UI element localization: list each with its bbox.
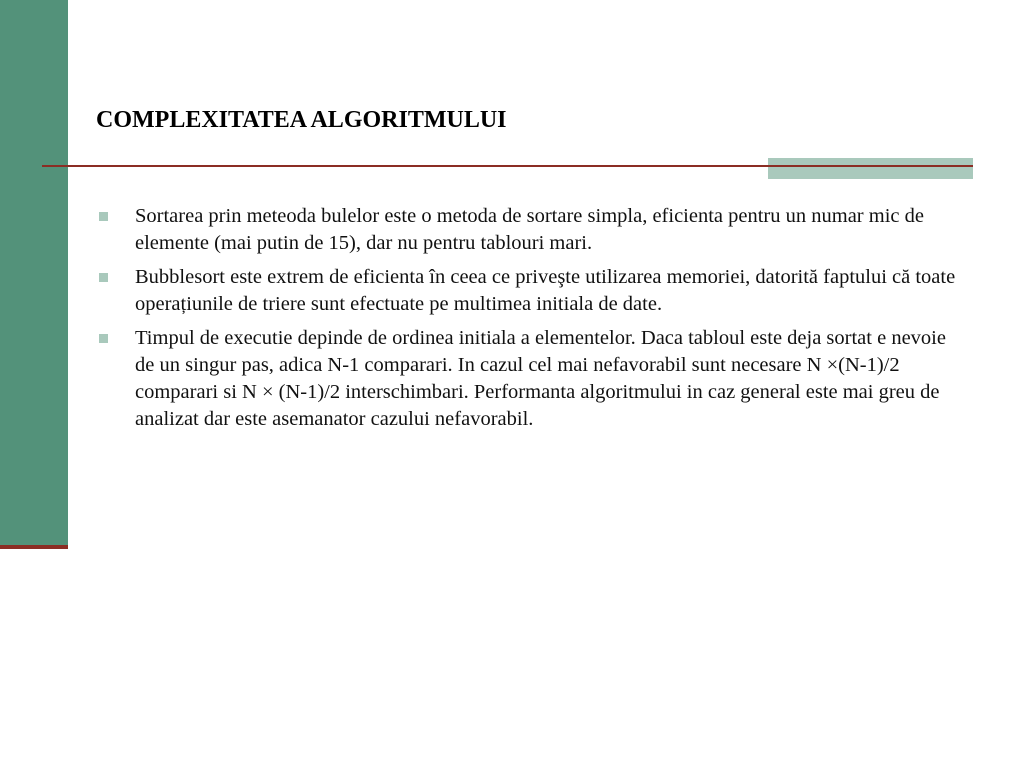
square-bullet-icon	[99, 273, 108, 282]
square-bullet-icon	[99, 334, 108, 343]
bullet-item-1	[96, 203, 956, 257]
bullet-item-2	[96, 264, 956, 318]
square-bullet-icon	[99, 212, 108, 221]
bullet-text-2: Bubblesort este extrem de eficienta în ceea ce priveşte utilizarea memoriei, datorită faptului că toate operațiunile de triere sunt efectuate pe multimea initiala de date.	[135, 266, 956, 315]
bullet-text-3: Timpul de executie depinde de ordinea initiala a elementelor. Daca tabloul este deja sortat e nevoie de un singur pas, adica N-1 comparari. In cazul cel mai nefavorabil sunt necesare N ×(N-1)/2 comparari si N × (N-1)/2 interschimbari. Performanta algoritmului in caz general este mai greu de analizat dar este asemanator cazului nefavorabil.	[135, 327, 946, 430]
left-bar-underline	[0, 545, 68, 549]
bullet-text-1: Sortarea prin meteoda bulelor este o metoda de sortare simpla, eficienta pentru un numar mic de elemente (mai putin de 15), dar nu pentru tablouri mari.	[135, 205, 924, 254]
bullet-item-3	[96, 325, 956, 433]
bullet-list	[96, 203, 956, 440]
accent-block	[768, 158, 973, 179]
accent-block-divider	[768, 165, 973, 167]
left-decorative-bar	[0, 0, 68, 545]
slide-title: COMPLEXITATEA ALGORITMULUI	[96, 107, 507, 133]
